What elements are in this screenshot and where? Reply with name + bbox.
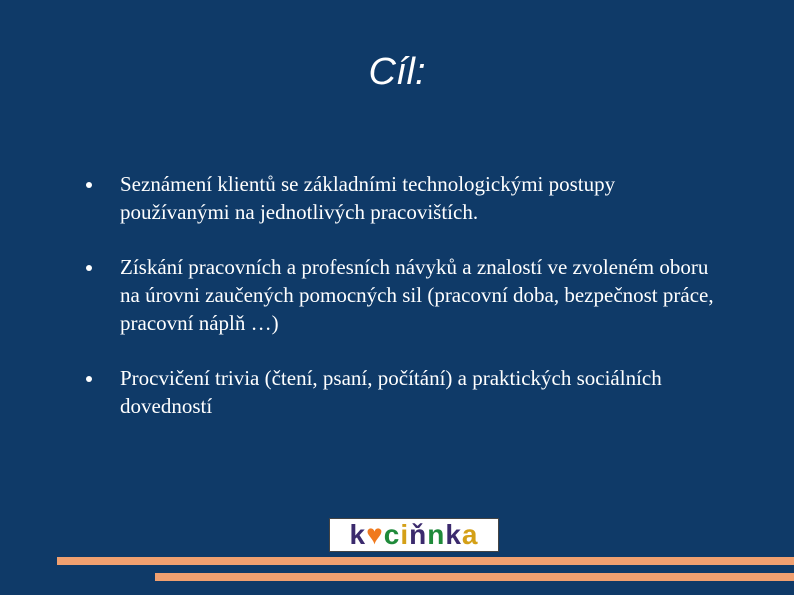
bullet-dot-icon bbox=[86, 265, 92, 271]
logo-letter: k bbox=[445, 519, 462, 550]
logo-letter: a bbox=[461, 519, 479, 550]
bullet-text: Seznámení klientů se základními technologickými postupy používanými na jednotlivých pracovištích. bbox=[120, 172, 616, 224]
bullet-item bbox=[80, 364, 720, 420]
logo-letter: k bbox=[349, 519, 367, 550]
bullet-item bbox=[80, 170, 720, 226]
bullet-list bbox=[80, 170, 720, 420]
accent-bar-top bbox=[57, 557, 794, 565]
bullet-item bbox=[80, 253, 720, 337]
logo-letter: i bbox=[400, 519, 410, 550]
bullet-text: Získání pracovních a profesních návyků a znalostí ve zvoleném oboru na úrovni zaučených pomocných sil (pracovní doba, bezpečnost práce, pracovní náplň …) bbox=[120, 255, 714, 335]
kocicka-logo bbox=[329, 518, 499, 552]
bullet-dot-icon bbox=[86, 376, 92, 382]
logo-letter: n bbox=[427, 519, 446, 550]
logo-letter: ň bbox=[409, 519, 428, 550]
bullet-dot-icon bbox=[86, 182, 92, 188]
logo-letter: c bbox=[383, 519, 401, 550]
slide-title: Cíl: bbox=[368, 51, 426, 93]
logo-heart-icon: ♥ bbox=[366, 519, 384, 550]
accent-bar-bottom bbox=[155, 573, 794, 581]
bullet-text: Procvičení trivia (čtení, psaní, počítání) a praktických sociálních dovedností bbox=[120, 366, 662, 418]
